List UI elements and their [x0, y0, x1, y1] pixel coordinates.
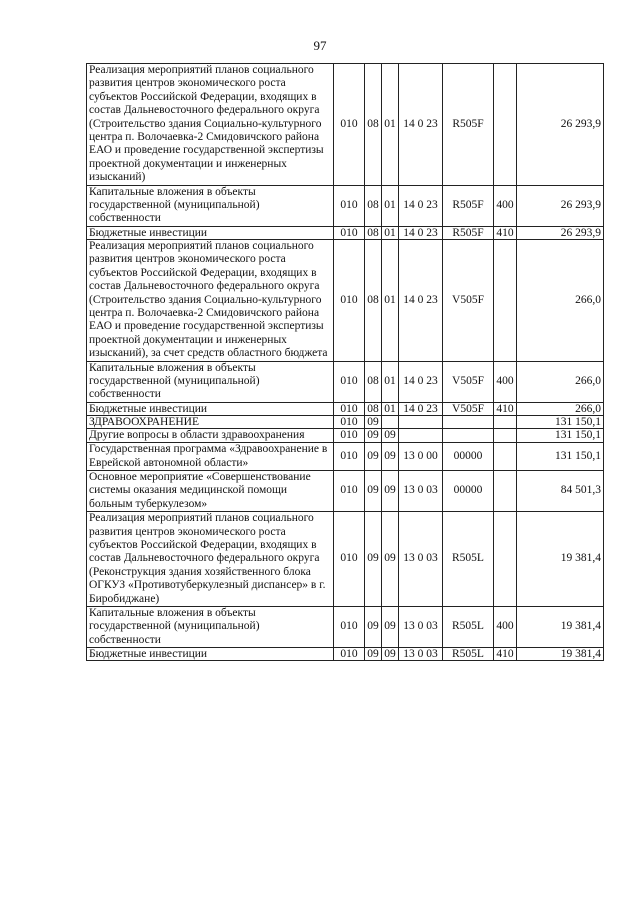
program-code-cell: 14 0 23	[399, 402, 443, 415]
section-code-cell: 08	[365, 239, 382, 361]
ministry-code-cell: 010	[334, 648, 365, 661]
row-name-cell: Государственная программа «Здравоохранение в Еврейской автономной области»	[87, 443, 334, 471]
expense-direction-cell: V505F	[443, 402, 494, 415]
expense-direction-cell: R505F	[443, 185, 494, 226]
table-row	[87, 470, 604, 511]
expense-direction-cell	[443, 415, 494, 428]
program-code-cell: 14 0 23	[399, 226, 443, 239]
subsection-code-cell	[382, 415, 399, 428]
expense-type-cell	[494, 415, 517, 428]
ministry-code-cell: 010	[334, 185, 365, 226]
expense-direction-cell: R505L	[443, 512, 494, 607]
subsection-code-cell: 01	[382, 185, 399, 226]
subsection-code-cell: 01	[382, 239, 399, 361]
subsection-code-cell: 01	[382, 361, 399, 402]
table-row	[87, 64, 604, 186]
section-code-cell: 08	[365, 185, 382, 226]
row-name-cell: Капитальные вложения в объекты государственной (муниципальной) собственности	[87, 607, 334, 648]
subsection-code-cell: 09	[382, 648, 399, 661]
section-code-cell: 08	[365, 361, 382, 402]
ministry-code-cell: 010	[334, 239, 365, 361]
section-code-cell: 08	[365, 226, 382, 239]
ministry-code-cell: 010	[334, 64, 365, 186]
row-name-cell: Основное мероприятие «Совершенствование системы оказания медицинской помощи больным туберкулезом»	[87, 470, 334, 511]
table-row	[87, 648, 604, 661]
expense-direction-cell: V505F	[443, 239, 494, 361]
table-row	[87, 226, 604, 239]
section-code-cell: 09	[365, 428, 382, 442]
ministry-code-cell: 010	[334, 443, 365, 471]
amount-cell: 26 293,9	[517, 185, 604, 226]
section-code-cell: 09	[365, 415, 382, 428]
expense-direction-cell: R505F	[443, 226, 494, 239]
amount-cell: 26 293,9	[517, 226, 604, 239]
table-row	[87, 239, 604, 361]
expense-type-cell	[494, 428, 517, 442]
table-row	[87, 607, 604, 648]
program-code-cell: 14 0 23	[399, 64, 443, 186]
expense-type-cell: 400	[494, 185, 517, 226]
ministry-code-cell: 010	[334, 226, 365, 239]
expense-type-cell	[494, 239, 517, 361]
program-code-cell: 14 0 23	[399, 361, 443, 402]
section-code-cell: 09	[365, 607, 382, 648]
expense-type-cell	[494, 443, 517, 471]
amount-cell: 84 501,3	[517, 470, 604, 511]
row-name-cell: Реализация мероприятий планов социального развития центров экономического роста субъектов Российской Федерации, входящих в состав Дальневосточного федерального округа (Строительство здания Социально-культурного центра п. Волочаевка-2 Смидовичского района ЕАО и проведение государственной экспертизы проектной документации и инженерных изысканий), за счет средств областного бюджета	[87, 239, 334, 361]
page-number: 97	[313, 38, 327, 53]
amount-cell: 131 150,1	[517, 443, 604, 471]
section-code-cell: 09	[365, 443, 382, 471]
expense-type-cell: 410	[494, 402, 517, 415]
budget-table	[86, 63, 604, 661]
ministry-code-cell: 010	[334, 428, 365, 442]
program-code-cell: 13 0 03	[399, 607, 443, 648]
row-name-cell: Другие вопросы в области здравоохранения	[87, 428, 334, 442]
expense-direction-cell: R505L	[443, 607, 494, 648]
amount-cell: 19 381,4	[517, 607, 604, 648]
expense-type-cell	[494, 470, 517, 511]
ministry-code-cell: 010	[334, 402, 365, 415]
table-row	[87, 185, 604, 226]
ministry-code-cell: 010	[334, 607, 365, 648]
program-code-cell: 13 0 00	[399, 443, 443, 471]
subsection-code-cell: 09	[382, 607, 399, 648]
program-code-cell	[399, 415, 443, 428]
amount-cell: 26 293,9	[517, 64, 604, 186]
row-name-cell: Бюджетные инвестиции	[87, 226, 334, 239]
expense-direction-cell	[443, 428, 494, 442]
program-code-cell: 14 0 23	[399, 239, 443, 361]
amount-cell: 131 150,1	[517, 415, 604, 428]
row-name-cell: Капитальные вложения в объекты государственной (муниципальной) собственности	[87, 361, 334, 402]
table-row	[87, 415, 604, 428]
ministry-code-cell: 010	[334, 415, 365, 428]
row-name-cell: Реализация мероприятий планов социального развития центров экономического роста субъектов Российской Федерации, входящих в состав Дальневосточного федерального округа (Строительство здания Социально-культурного центра п. Волочаевка-2 Смидовичского района ЕАО и проведение государственной экспертизы проектной документации и инженерных изысканий)	[87, 64, 334, 186]
subsection-code-cell: 01	[382, 226, 399, 239]
table-row	[87, 402, 604, 415]
program-code-cell: 13 0 03	[399, 648, 443, 661]
program-code-cell	[399, 428, 443, 442]
expense-direction-cell: V505F	[443, 361, 494, 402]
expense-type-cell	[494, 64, 517, 186]
expense-direction-cell: 00000	[443, 470, 494, 511]
section-code-cell: 08	[365, 64, 382, 186]
row-name-cell: Капитальные вложения в объекты государственной (муниципальной) собственности	[87, 185, 334, 226]
expense-type-cell: 400	[494, 607, 517, 648]
amount-cell: 19 381,4	[517, 512, 604, 607]
row-name-cell: ЗДРАВООХРАНЕНИЕ	[87, 415, 334, 428]
expense-direction-cell: 00000	[443, 443, 494, 471]
amount-cell: 266,0	[517, 402, 604, 415]
amount-cell: 19 381,4	[517, 648, 604, 661]
subsection-code-cell: 09	[382, 512, 399, 607]
expense-type-cell: 410	[494, 226, 517, 239]
amount-cell: 131 150,1	[517, 428, 604, 442]
row-name-cell: Бюджетные инвестиции	[87, 648, 334, 661]
subsection-code-cell: 09	[382, 428, 399, 442]
expense-type-cell: 410	[494, 648, 517, 661]
table-row	[87, 428, 604, 442]
subsection-code-cell: 01	[382, 402, 399, 415]
section-code-cell: 09	[365, 648, 382, 661]
subsection-code-cell: 01	[382, 64, 399, 186]
program-code-cell: 13 0 03	[399, 470, 443, 511]
amount-cell: 266,0	[517, 361, 604, 402]
table-row	[87, 361, 604, 402]
ministry-code-cell: 010	[334, 470, 365, 511]
ministry-code-cell: 010	[334, 512, 365, 607]
table-row	[87, 512, 604, 607]
ministry-code-cell: 010	[334, 361, 365, 402]
section-code-cell: 09	[365, 470, 382, 511]
row-name-cell: Реализация мероприятий планов социального развития центров экономического роста субъектов Российской Федерации, входящих в состав Дальневосточного федерального округа (Реконструкция здания хозяйственного блока ОГКУЗ «Противотуберкулезный диспансер» в г. Биробиджане)	[87, 512, 334, 607]
table-row	[87, 443, 604, 471]
subsection-code-cell: 09	[382, 470, 399, 511]
subsection-code-cell: 09	[382, 443, 399, 471]
section-code-cell: 09	[365, 512, 382, 607]
expense-type-cell: 400	[494, 361, 517, 402]
expense-direction-cell: R505L	[443, 648, 494, 661]
expense-direction-cell: R505F	[443, 64, 494, 186]
expense-type-cell	[494, 512, 517, 607]
section-code-cell: 08	[365, 402, 382, 415]
amount-cell: 266,0	[517, 239, 604, 361]
program-code-cell: 13 0 03	[399, 512, 443, 607]
program-code-cell: 14 0 23	[399, 185, 443, 226]
row-name-cell: Бюджетные инвестиции	[87, 402, 334, 415]
